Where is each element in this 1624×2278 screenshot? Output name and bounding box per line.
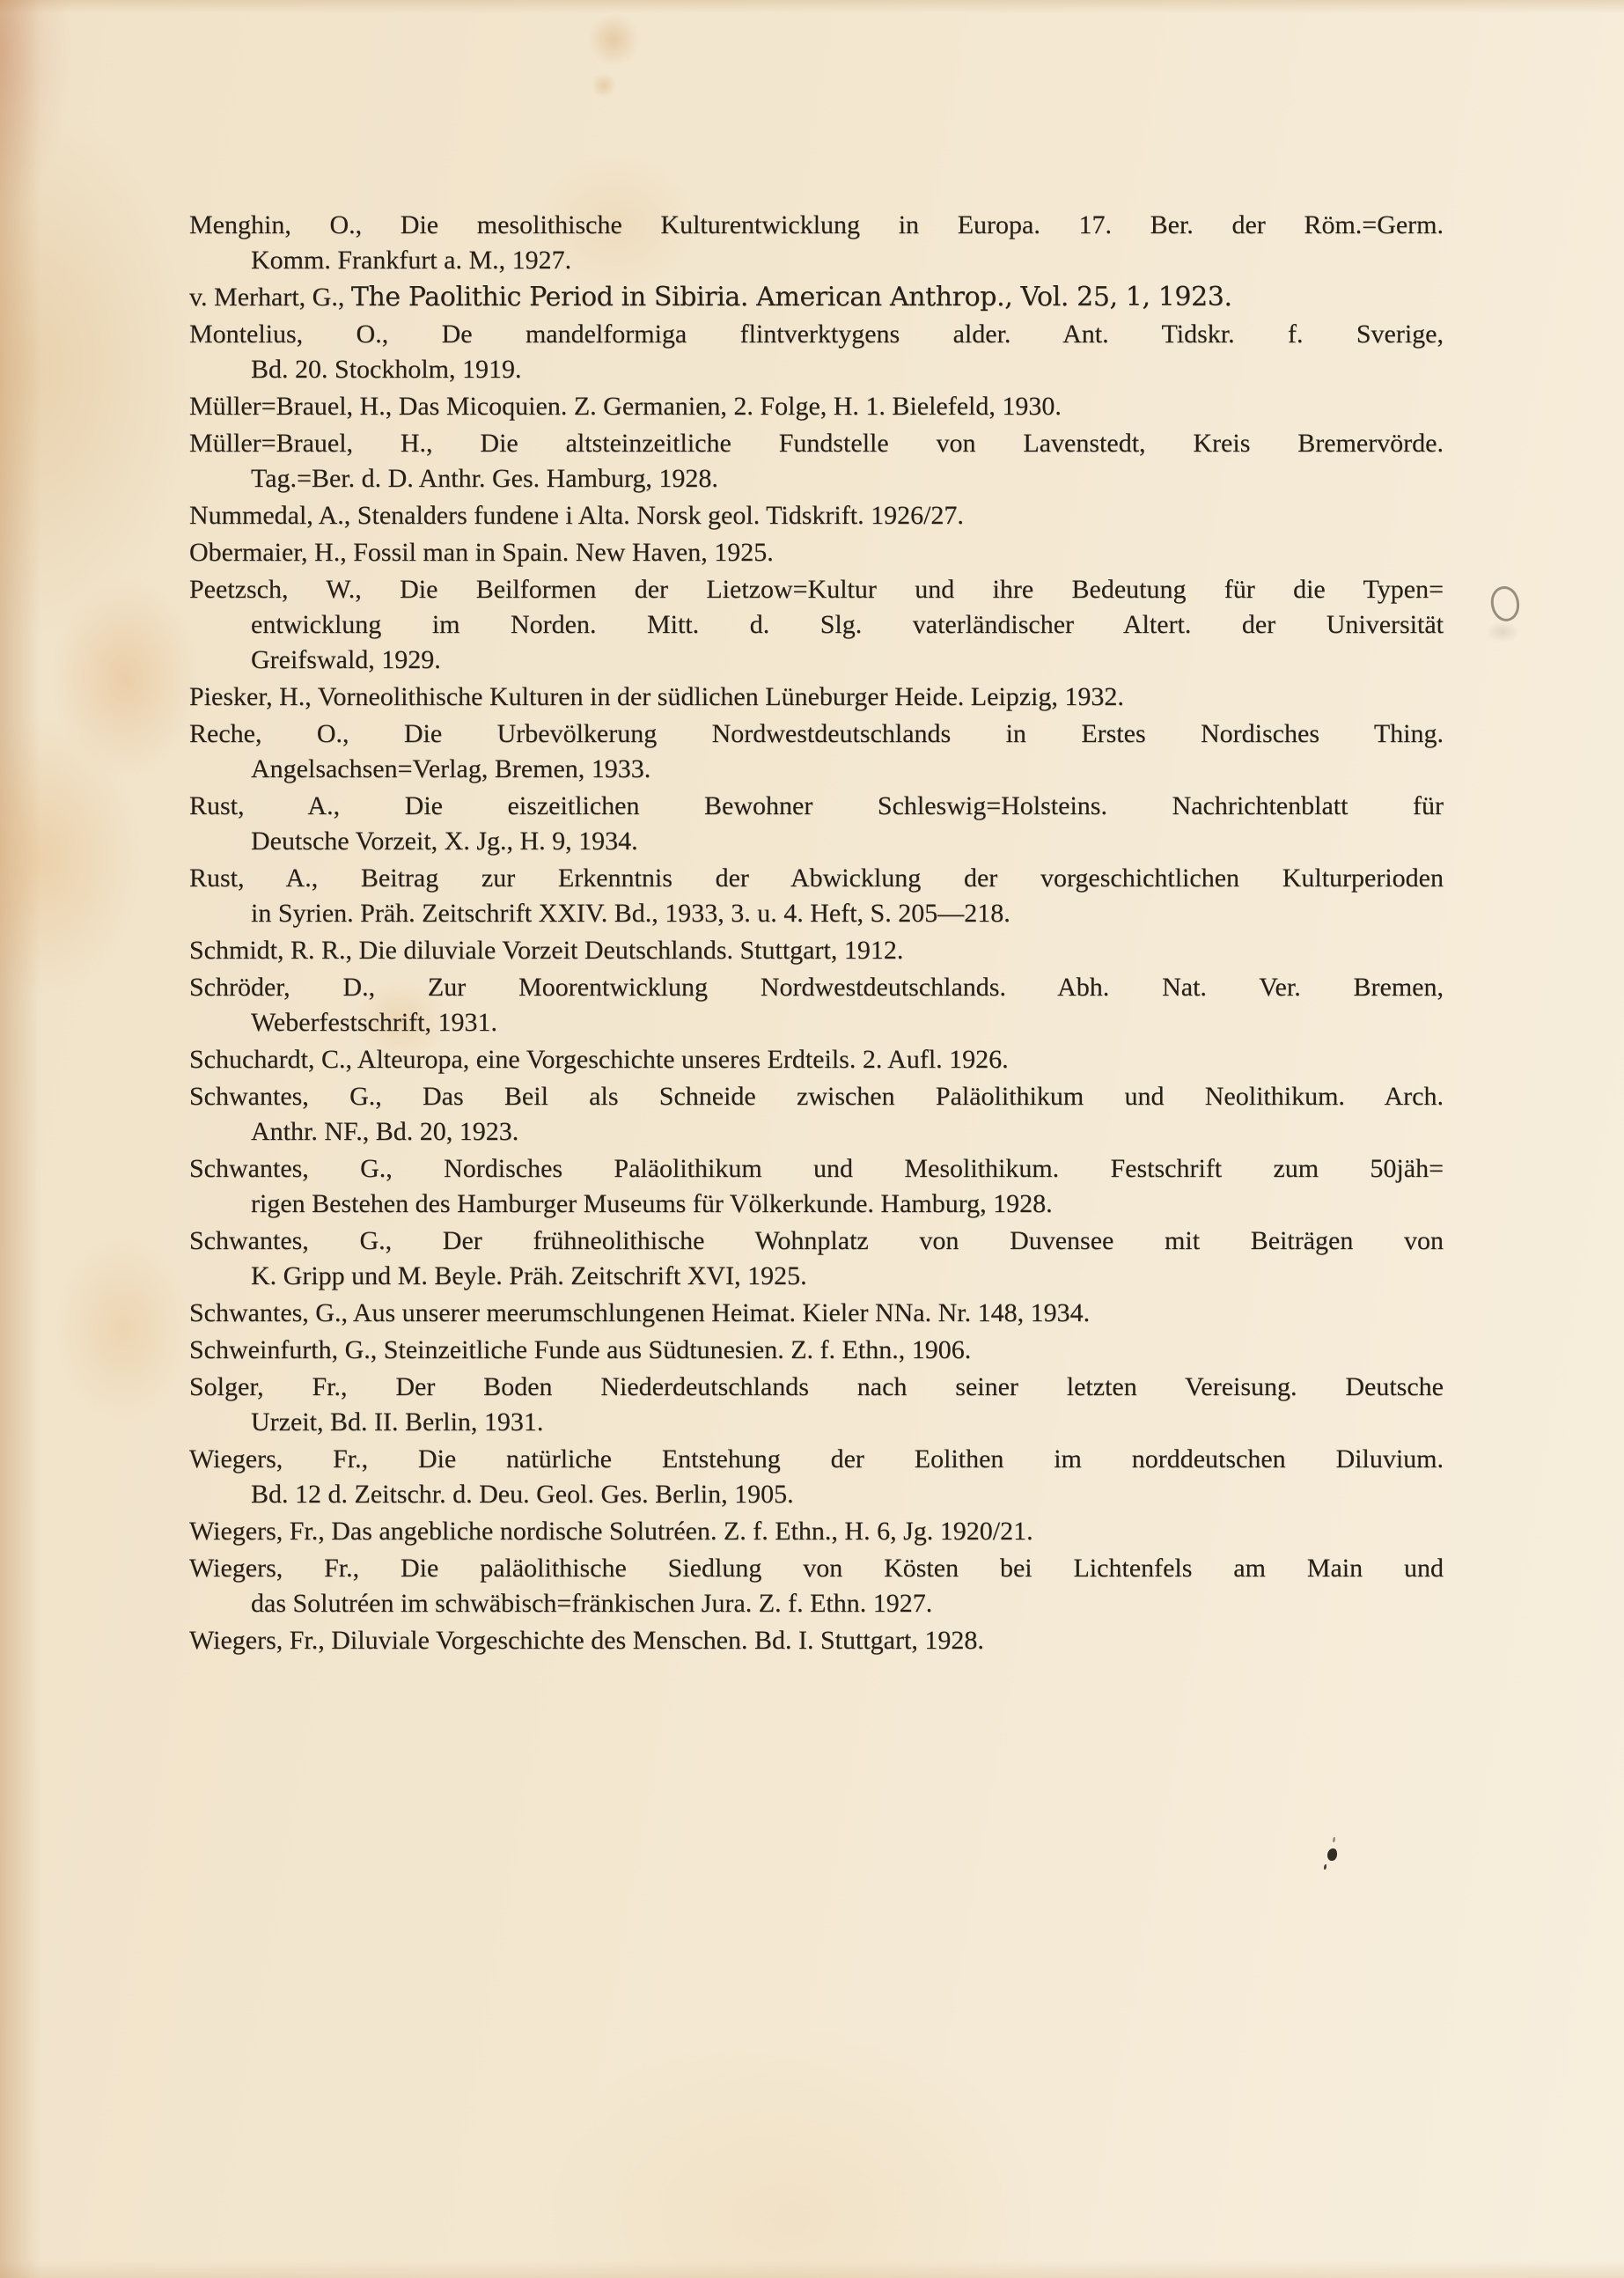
fraktur-text: Schweinfurth, G., Steinzeitliche Funde aus Südtunesien. Z. f. Ethn., 1906.	[189, 1335, 972, 1364]
fraktur-text: v. Merhart, G.,	[189, 283, 351, 312]
bibliography-entry	[189, 317, 1444, 387]
bibliography-entry	[189, 1042, 1444, 1077]
fraktur-text: rigen Bestehen des Hamburger Museums für Völkerkunde. Hamburg, 1928.	[251, 1189, 1053, 1218]
entry-line	[189, 426, 1444, 461]
fraktur-text: Wiegers, Fr., Diluviale Vorgeschichte des Menschen. Bd. I. Stuttgart, 1928.	[189, 1626, 984, 1655]
bibliography-entry	[189, 1442, 1444, 1512]
fraktur-text: Urzeit, Bd. II. Berlin, 1931.	[251, 1407, 544, 1437]
entry-line	[189, 789, 1444, 824]
bibliography-entry	[189, 1551, 1444, 1621]
entry-line	[189, 1477, 1444, 1512]
entry-line	[189, 1405, 1444, 1440]
fraktur-text: Weberfestschrift, 1931.	[251, 1008, 497, 1037]
bibliography-entry	[189, 1514, 1444, 1549]
fraktur-text: Angelsachsen=Verlag, Bremen, 1933.	[251, 754, 651, 783]
entry-line	[189, 1005, 1444, 1040]
entry-line	[189, 607, 1444, 643]
entry-line	[189, 1333, 1444, 1368]
fraktur-text: K. Gripp und M. Beyle. Präh. Zeitschrift XVI, 1925.	[251, 1261, 807, 1290]
entry-line	[189, 680, 1444, 715]
entry-line	[189, 572, 1444, 607]
bibliography-entry	[189, 861, 1444, 931]
entry-line	[189, 896, 1444, 931]
fraktur-text: Nummedal, A., Stenalders fundene i Alta. Norsk geol. Tidskrift. 1926/27.	[189, 501, 964, 530]
entry-line	[189, 861, 1444, 896]
bibliography-entry	[189, 389, 1444, 424]
fraktur-text: das Solutréen im schwäbisch=fränkischen Jura. Z. f. Ethn. 1927.	[251, 1589, 933, 1618]
fraktur-text: Wiegers, Fr., Die paläolithische Siedlung von Kösten bei Lichtenfels am Main und	[189, 1554, 1444, 1583]
entry-line	[189, 1224, 1444, 1259]
entry-line	[189, 1442, 1444, 1477]
entry-line	[189, 1151, 1444, 1187]
entry-line	[189, 752, 1444, 787]
fraktur-text: Schwantes, G., Aus unserer meerumschlungenen Heimat. Kieler NNa. Nr. 148, 1934.	[189, 1298, 1091, 1327]
bibliography	[189, 208, 1444, 1660]
fraktur-text: Müller=Brauel, H., Das Micoquien. Z. Germanien, 2. Folge, H. 1. Bielefeld, 1930.	[189, 392, 1062, 421]
entry-line	[189, 535, 1444, 570]
fraktur-text: Rust, A., Beitrag zur Erkenntnis der Abwicklung der vorgeschichtlichen Kulturperioden	[189, 863, 1444, 893]
entry-line	[189, 1187, 1444, 1222]
fraktur-text: Greifswald, 1929.	[251, 645, 441, 674]
entry-line	[189, 970, 1444, 1005]
fraktur-text: Rust, A., Die eiszeitlichen Bewohner Schleswig=Holsteins. Nachrichtenblatt für	[189, 791, 1444, 820]
bibliography-entry	[189, 680, 1444, 715]
entry-line	[189, 824, 1444, 859]
entry-line	[189, 208, 1444, 243]
entry-line	[189, 643, 1444, 678]
bibliography-entry	[189, 1333, 1444, 1368]
fraktur-text: Anthr. NF., Bd. 20, 1923.	[251, 1117, 519, 1146]
entry-line	[189, 389, 1444, 424]
bibliography-entry	[189, 572, 1444, 678]
fraktur-text: Wiegers, Fr., Das angebliche nordische Solutréen. Z. f. Ethn., H. 6, Jg. 1920/21.	[189, 1517, 1033, 1546]
entry-line	[189, 1259, 1444, 1294]
entry-line	[189, 498, 1444, 533]
bibliography-entry	[189, 1623, 1444, 1658]
fraktur-text: Deutsche Vorzeit, X. Jg., H. 9, 1934.	[251, 827, 638, 856]
entry-line	[189, 1114, 1444, 1150]
fraktur-text: Schwantes, G., Das Beil als Schneide zwischen Paläolithikum und Neolithikum. Arch.	[189, 1082, 1444, 1111]
fraktur-text: Menghin, O., Die mesolithische Kulturentwicklung in Europa. 17. Ber. der Röm.=Germ.	[189, 210, 1444, 239]
entry-line	[189, 716, 1444, 752]
bibliography-entry	[189, 498, 1444, 533]
fraktur-text: in Syrien. Präh. Zeitschrift XXIV. Bd., 1933, 3. u. 4. Heft, S. 205—218.	[251, 899, 1010, 928]
fraktur-text: Wiegers, Fr., Die natürliche Entstehung der Eolithen im norddeutschen Diluvium.	[189, 1444, 1444, 1473]
bibliography-entry	[189, 1370, 1444, 1440]
fraktur-text: Komm. Frankfurt a. M., 1927.	[251, 246, 572, 275]
fraktur-text: Peetzsch, W., Die Beilformen der Lietzow=Kultur und ihre Bedeutung für die Typen=	[189, 575, 1444, 604]
bibliography-entry	[189, 1151, 1444, 1222]
ink-speck	[1327, 1848, 1337, 1861]
fraktur-text: Piesker, H., Vorneolithische Kulturen in der südlichen Lüneburger Heide. Leipzig, 1932.	[189, 682, 1124, 711]
bibliography-entry	[189, 716, 1444, 787]
bibliography-entry	[189, 535, 1444, 570]
bibliography-entry	[189, 933, 1444, 968]
fraktur-text: Müller=Brauel, H., Die altsteinzeitliche Fundstelle von Lavenstedt, Kreis Bremervörde.	[189, 429, 1444, 458]
entry-line	[189, 1296, 1444, 1331]
entry-line	[189, 352, 1444, 387]
fraktur-text: entwicklung im Norden. Mitt. d. Slg. vaterländischer Altert. der Universität	[251, 610, 1444, 639]
antiqua-text: The Paolithic Period in Sibiria. American Anthrop., Vol. 25, 1, 1923.	[350, 282, 1232, 312]
entry-line	[189, 1551, 1444, 1586]
pencil-circle-mark	[1488, 584, 1523, 624]
bibliography-entry	[189, 208, 1444, 278]
entry-line	[189, 933, 1444, 968]
bibliography-entry	[189, 970, 1444, 1040]
fraktur-text: Schuchardt, C., Alteuropa, eine Vorgeschichte unseres Erdteils. 2. Aufl. 1926.	[189, 1045, 1009, 1074]
fraktur-text: Schröder, D., Zur Moorentwicklung Nordwestdeutschlands. Abh. Nat. Ver. Bremen,	[189, 973, 1444, 1002]
entry-line	[189, 1623, 1444, 1658]
entry-line	[189, 243, 1444, 278]
entry-line	[189, 1514, 1444, 1549]
pencil-smudge-mark	[1486, 621, 1519, 643]
bibliography-entry	[189, 280, 1444, 315]
bibliography-entry	[189, 426, 1444, 496]
bibliography-entry	[189, 1224, 1444, 1294]
fraktur-text: Bd. 12 d. Zeitschr. d. Deu. Geol. Ges. Berlin, 1905.	[251, 1480, 794, 1509]
entry-line	[189, 1079, 1444, 1114]
entry-line	[189, 1586, 1444, 1621]
bibliography-entry	[189, 1079, 1444, 1150]
entry-line	[189, 1042, 1444, 1077]
fraktur-text: Bd. 20. Stockholm, 1919.	[251, 355, 522, 384]
fraktur-text: Solger, Fr., Der Boden Niederdeutschlands nach seiner letzten Vereisung. Deutsche	[189, 1372, 1444, 1401]
fraktur-text: Tag.=Ber. d. D. Anthr. Ges. Hamburg, 1928.	[251, 464, 718, 493]
entry-line	[189, 317, 1444, 352]
fraktur-text: Schwantes, G., Der frühneolithische Wohnplatz von Duvensee mit Beiträgen von	[189, 1226, 1444, 1255]
fraktur-text: Reche, O., Die Urbevölkerung Nordwestdeutschlands in Erstes Nordisches Thing.	[189, 719, 1444, 748]
entry-line	[189, 280, 1444, 315]
bibliography-entry	[189, 789, 1444, 859]
bibliography-entry	[189, 1296, 1444, 1331]
fraktur-text: Schmidt, R. R., Die diluviale Vorzeit Deutschlands. Stuttgart, 1912.	[189, 936, 904, 965]
fraktur-text: Schwantes, G., Nordisches Paläolithikum und Mesolithikum. Festschrift zum 50jäh=	[189, 1154, 1444, 1183]
fraktur-text: Montelius, O., De mandelformiga flintverktygens alder. Ant. Tidskr. f. Sverige,	[189, 320, 1444, 349]
fraktur-text: Obermaier, H., Fossil man in Spain. New Haven, 1925.	[189, 538, 774, 567]
entry-line	[189, 461, 1444, 496]
entry-line	[189, 1370, 1444, 1405]
